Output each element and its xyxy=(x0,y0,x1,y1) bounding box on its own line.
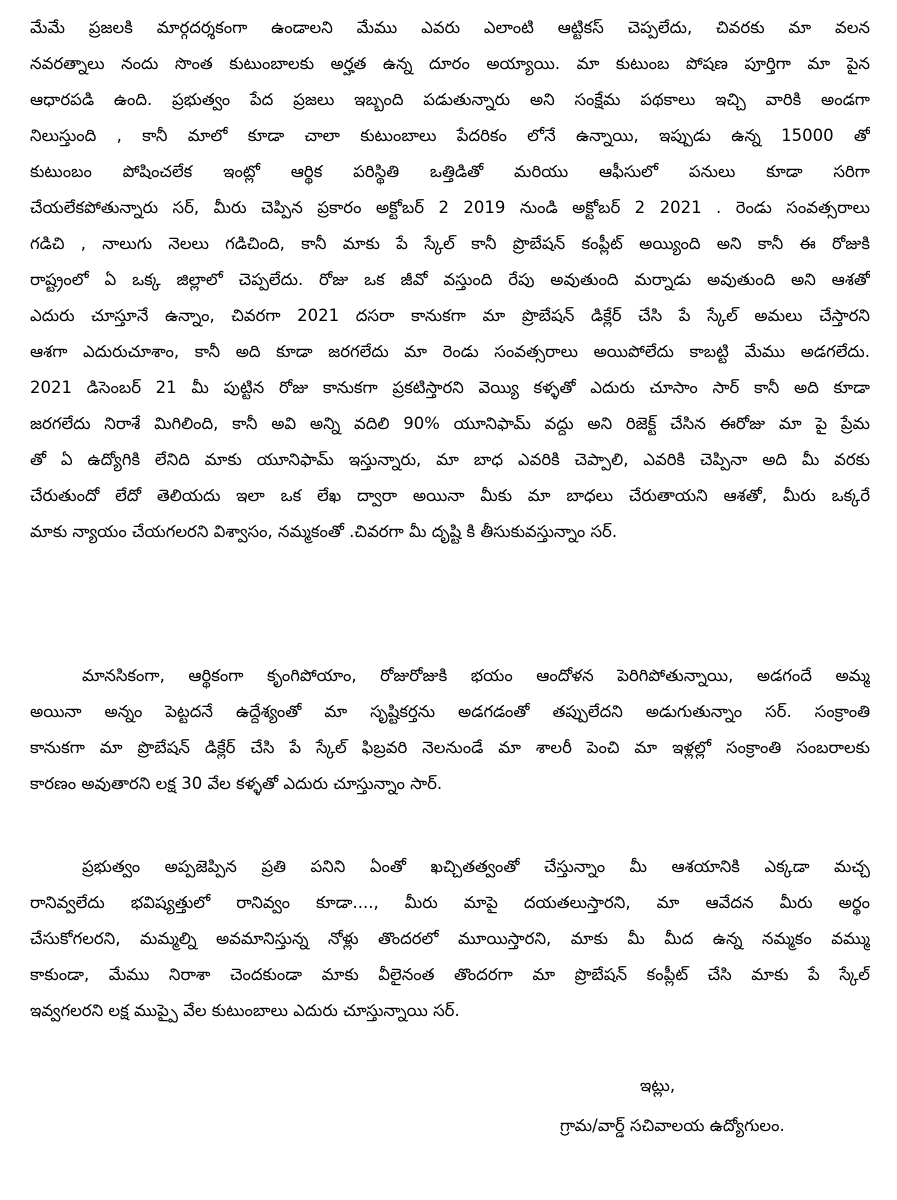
paragraph-line: ఇవ్వగలరని లక్ష ముప్పై వేల కుటుంబాలు ఎదురు చూస్తున్నాయి సర్. xyxy=(30,1001,460,1020)
paragraph-line: జరగలేదు నిరాశే మిగిలింది, కానీ అవి అన్ని వదిలి 90% యూనిఫామ్ వద్దు అని రిజెక్ట్ చేసిన ఈరోజు మా పై ప్రేమ xyxy=(30,414,870,433)
paragraph-line: కానుకగా మా ప్రొబేషన్ డిక్లేర్ చేసి పే స్కేల్ ఫిబ్రవరి నెలనుండే మా శాలరీ పెంచి మా ఇళ్లల్లో సంక్రాంతి సంబరాలకు xyxy=(30,738,870,757)
letter-paragraph-2 xyxy=(30,658,870,802)
paragraph-line: నవరత్నాలు నందు సొంత కుటుంబాలకు అర్హత ఉన్న దూరం అయ్యాయి. మా కుటుంబ పోషణ పూర్తిగా మా పైన xyxy=(30,54,870,73)
paragraph-line: కారణం అవుతారని లక్ష 30 వేల కళ్ళతో ఎదురు చూస్తున్నాం సార్. xyxy=(30,774,443,793)
letter-paragraph-1 xyxy=(30,10,870,550)
paragraph-line: మేమే ప్రజలకి మార్గదర్శకంగా ఉండాలని మేము ఎవరు ఎలాంటి ఆట్టికస్ చెప్పలేదు, చివరకు మా వలన xyxy=(30,18,870,37)
paragraph-line: గడిచి , నాలుగు నెలలు గడిచింది, కానీ మాకు పే స్కేల్ కానీ ప్రొబేషన్ కంప్లీట్ అయ్యింది అని కానీ ఈ రోజుకి xyxy=(30,234,870,253)
paragraph-line: కాకుండా, మేము నిరాశా చెందకుండా మాకు వీలైనంత తొందరగా మా ప్రొబేషన్ కంప్లీట్ చేసి మాకు పే స్కేల్ xyxy=(30,965,870,984)
paragraph-line: ఆధారపడి ఉంది. ప్రభుత్వం పేద ప్రజలు ఇబ్బంది పడుతున్నారు అని సంక్షేమ పథకాలు ఇచ్చి వారికి అండగా xyxy=(30,90,870,109)
paragraph-line: ఎదురు చూస్తూనే ఉన్నాం, చివరగా 2021 దసరా కానుకగా మా ప్రొబేషన్ డిక్లేర్ చేసి పే స్కేల్ అమలు చేస్తారని xyxy=(30,306,870,325)
paragraph-line: మాకు న్యాయం చేయగలరని విశ్వాసం, నమ్మకంతో .చివరగా మీ దృష్టి కి తీసుకువస్తున్నాం సర్. xyxy=(30,522,618,541)
paragraph-line: మానసికంగా, ఆర్థికంగా కృంగిపోయాం, రోజురోజుకి భయం ఆందోళన పెరిగిపోతున్నాయి, అడగందే అమ్మ xyxy=(82,666,870,685)
paragraph-line: ఆశగా ఎదురుచూశాం, కానీ అది కూడా జరగలేదు మా రెండు సంవత్సరాలు అయిపోలేదు కాబట్టి మేము అడగలేదు. xyxy=(30,342,870,361)
letter-sender: గ్రామ/వార్డ్ సచివాలయ ఉద్యోగులం. xyxy=(560,1116,785,1135)
letter-closing: ఇట్లు, xyxy=(640,1076,676,1095)
paragraph-line: తో ఏ ఉద్యోగికి లేనిది మాకు యూనిఫామ్ ఇస్తున్నారు, మా బాధ ఎవరికి చెప్పాలి, ఎవరికి చెప్పినా అది మీ వరకు xyxy=(30,450,870,469)
paragraph-line: అయినా అన్నం పెట్టదనే ఉద్దేశ్యంతో మా సృష్టికర్తను అడగడంతో తప్పులేదని అడుగుతున్నాం సర్. సంక్రాంతి xyxy=(30,702,870,721)
paragraph-line: రానివ్వలేదు భవిష్యత్తులో రానివ్వం కూడా...., మీరు మాపై దయతలుస్తారని, మా ఆవేదన మీరు అర్థం xyxy=(30,893,870,912)
paragraph-line: కుటుంబం పోషించలేక ఇంట్లో ఆర్థిక పరిస్థితి ఒత్తిడితో మరియు ఆఫీసులో పనులు కూడా సరిగా xyxy=(30,162,870,181)
paragraph-line: రాష్ట్రంలో ఏ ఒక్క జిల్లాలో చెప్పలేదు. రోజు ఒక జీవో వస్తుంది రేపు అవుతుంది మర్నాడు అవుతుంది అని ఆశతో xyxy=(30,270,870,289)
paragraph-line: 2021 డిసెంబర్ 21 మీ పుట్టిన రోజు కానుకగా ప్రకటిస్తారని వెయ్యి కళ్ళతో ఎదురు చూసాం సార్ కానీ అది కూడా xyxy=(30,378,870,397)
paragraph-line: చేసుకోగలరని, మమ్మల్ని అవమానిస్తున్న నోళ్లు తొందరలో మూయిస్తారని, మాకు మీ మీద ఉన్న నమ్మకం వమ్ము xyxy=(30,929,870,948)
letter-paragraph-3 xyxy=(30,849,870,1029)
paragraph-line: చేయలేకపోతున్నారు సర్, మీరు చెప్పిన ప్రకారం అక్టోబర్ 2 2019 నుండి అక్టోబర్ 2 2021 . రెండు సంవత్సరాలు xyxy=(30,198,870,217)
paragraph-line: ప్రభుత్వం అప్పజెప్పిన ప్రతి పనిని ఏంతో ఖచ్చితత్వంతో చేస్తున్నాం మీ ఆశయానికి ఎక్కడా మచ్చ xyxy=(82,857,870,876)
paragraph-line: నిలుస్తుంది , కానీ మాలో కూడా చాలా కుటుంబాలు పేదరికం లోనే ఉన్నాయి, ఇప్పుడు ఉన్న 15000 తో xyxy=(30,126,870,145)
paragraph-line: చేరుతుందో లేదో తెలియదు ఇలా ఒక లేఖ ద్వారా అయినా మీకు మా బాధలు చేరుతాయని ఆశతో, మీరు ఒక్కరే xyxy=(30,486,870,505)
